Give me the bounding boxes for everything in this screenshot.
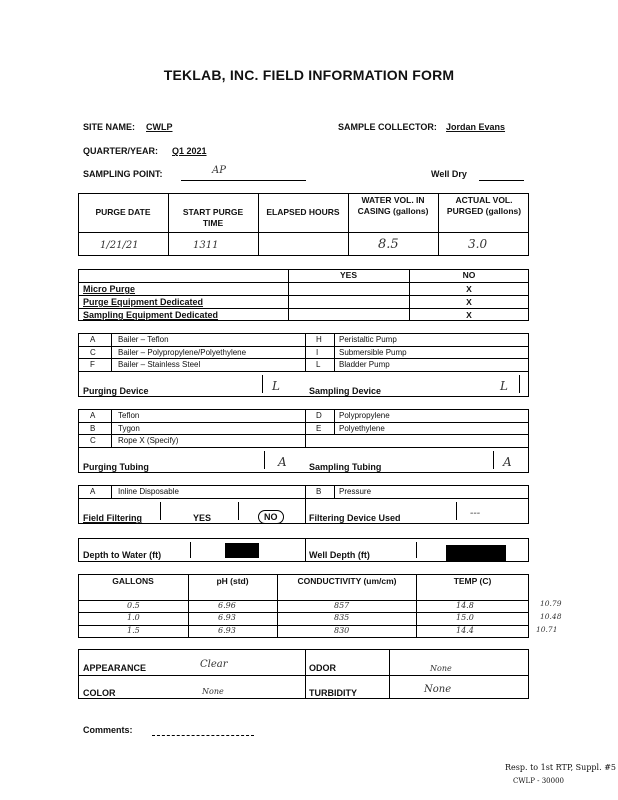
water-vol-header: WATER VOL. IN CASING (gallons) bbox=[357, 195, 429, 216]
site-name-value: CWLP bbox=[146, 122, 173, 132]
appearance-value: Clear bbox=[200, 659, 228, 670]
purge-equipment-no: X bbox=[466, 297, 472, 307]
filtering-yes: YES bbox=[193, 513, 212, 523]
odor-label: ODOR bbox=[309, 663, 336, 673]
yes-header: YES bbox=[339, 270, 357, 280]
purge-date-header: PURGE DATE bbox=[95, 207, 151, 217]
odor-value: None bbox=[430, 664, 452, 673]
footer-bates: CWLP - 30000 bbox=[513, 777, 564, 785]
sampling-point-value: AP bbox=[212, 165, 226, 176]
start-purge-header: START PURGE TIME bbox=[182, 207, 244, 228]
tubing-code: A bbox=[90, 411, 96, 420]
well-depth-label: Well Depth (ft) bbox=[309, 550, 370, 560]
gallons-header: GALLONS bbox=[112, 576, 154, 586]
water-vol-value: 8.5 bbox=[378, 237, 399, 252]
row3-temp: 14.4 bbox=[456, 626, 474, 635]
actual-vol-header: ACTUAL VOL. PURGED (gallons) bbox=[446, 195, 522, 216]
purge-date-value: 1/21/21 bbox=[100, 240, 139, 251]
actual-vol-value: 3.0 bbox=[468, 237, 488, 251]
row2-ph: 6.93 bbox=[218, 613, 236, 622]
row2-margin-note: 10.48 bbox=[540, 612, 562, 621]
filtering-device-label: Filtering Device Used bbox=[309, 513, 401, 523]
tubing-code: B bbox=[90, 424, 96, 433]
device-code: I bbox=[316, 348, 319, 357]
observations-table bbox=[78, 649, 529, 699]
depth-to-water-label: Depth to Water (ft) bbox=[83, 550, 162, 560]
filter-option: Pressure bbox=[339, 487, 372, 496]
row3-margin-note: 10.71 bbox=[536, 625, 558, 634]
row3-gallons: 1.5 bbox=[127, 626, 140, 635]
ph-header: pH (std) bbox=[216, 576, 249, 586]
sampling-tubing-value: A bbox=[503, 455, 512, 469]
quarter-label: QUARTER/YEAR: bbox=[83, 146, 159, 156]
conductivity-header: CONDUCTIVITY (um/cm) bbox=[297, 576, 397, 586]
device-option: Submersible Pump bbox=[339, 348, 407, 357]
row1-conductivity: 857 bbox=[334, 601, 350, 610]
start-purge-value: 1311 bbox=[193, 240, 219, 251]
well-dry-label: Well Dry bbox=[431, 169, 467, 179]
tubing-option: Polyethylene bbox=[339, 424, 385, 433]
sampling-equipment-no: X bbox=[466, 310, 472, 320]
micro-purge-label: Micro Purge bbox=[83, 284, 136, 294]
collector-value: Jordan Evans bbox=[446, 122, 506, 132]
row1-ph: 6.96 bbox=[218, 601, 236, 610]
device-option: Bladder Pump bbox=[339, 360, 390, 369]
sampling-equipment-label: Sampling Equipment Dedicated bbox=[83, 310, 219, 320]
device-option: Bailer – Teflon bbox=[118, 335, 169, 344]
field-filtering-label: Field Filtering bbox=[83, 513, 143, 523]
device-option: Peristaltic Pump bbox=[339, 335, 397, 344]
row3-ph: 6.93 bbox=[218, 626, 236, 635]
site-name-label: SITE NAME: bbox=[83, 122, 136, 132]
row1-gallons: 0.5 bbox=[127, 601, 140, 610]
filtering-no-circled: NO bbox=[258, 510, 284, 524]
filter-code: B bbox=[316, 487, 322, 496]
form-title: TEKLAB, INC. FIELD INFORMATION FORM bbox=[163, 67, 455, 83]
turbidity-label: TURBIDITY bbox=[309, 688, 357, 698]
purge-equipment-label: Purge Equipment Dedicated bbox=[83, 297, 204, 307]
device-code: A bbox=[90, 335, 96, 344]
quarter-value: Q1 2021 bbox=[172, 146, 207, 156]
micro-purge-no: X bbox=[466, 284, 472, 294]
row2-gallons: 1.0 bbox=[127, 613, 140, 622]
filtering-device-value: --- bbox=[470, 508, 481, 519]
tubing-code: D bbox=[316, 411, 322, 420]
color-value: None bbox=[202, 687, 224, 696]
row1-margin-note: 10.79 bbox=[540, 599, 562, 608]
tubing-code: E bbox=[316, 424, 322, 433]
appearance-label: APPEARANCE bbox=[83, 663, 147, 673]
tubing-option: Rope X (Specify) bbox=[118, 436, 179, 445]
device-code: L bbox=[316, 360, 321, 369]
filter-code: A bbox=[90, 487, 96, 496]
row1-temp: 14.8 bbox=[456, 601, 474, 610]
device-option: Bailer – Stainless Steel bbox=[118, 360, 201, 369]
device-option: Bailer – Polypropylene/Polyethylene bbox=[118, 348, 247, 357]
tubing-code: C bbox=[90, 436, 96, 445]
purging-tubing-value: A bbox=[278, 455, 287, 469]
row2-conductivity: 835 bbox=[334, 613, 350, 622]
footer-response: Resp. to 1st RTP, Suppl. #5 bbox=[505, 763, 616, 772]
sampling-device-label: Sampling Device bbox=[309, 386, 382, 396]
tubing-option: Tygon bbox=[118, 424, 140, 433]
elapsed-hours-header: ELAPSED HOURS bbox=[266, 207, 340, 217]
comments-label: Comments: bbox=[83, 725, 133, 735]
purging-tubing-label: Purging Tubing bbox=[83, 462, 149, 472]
no-header: NO bbox=[462, 270, 476, 280]
sampling-device-value: L bbox=[500, 379, 508, 393]
purging-device-label: Purging Device bbox=[83, 386, 149, 396]
depth-to-water-redaction bbox=[225, 543, 259, 558]
purging-device-value: L bbox=[272, 379, 280, 393]
collector-label: SAMPLE COLLECTOR: bbox=[338, 122, 437, 132]
temp-header: TEMP (C) bbox=[453, 576, 492, 586]
well-depth-redaction bbox=[446, 545, 506, 561]
color-label: COLOR bbox=[83, 688, 116, 698]
turbidity-value: None bbox=[424, 684, 452, 695]
row3-conductivity: 830 bbox=[334, 626, 350, 635]
tubing-option: Polypropylene bbox=[339, 411, 390, 420]
device-code: F bbox=[90, 360, 95, 369]
sampling-tubing-label: Sampling Tubing bbox=[309, 462, 382, 472]
device-code: C bbox=[90, 348, 96, 357]
row2-temp: 15.0 bbox=[456, 613, 474, 622]
device-code: H bbox=[316, 335, 322, 344]
sampling-point-label: SAMPLING POINT: bbox=[83, 169, 163, 179]
filter-option: Inline Disposable bbox=[118, 487, 179, 496]
tubing-option: Teflon bbox=[118, 411, 140, 420]
